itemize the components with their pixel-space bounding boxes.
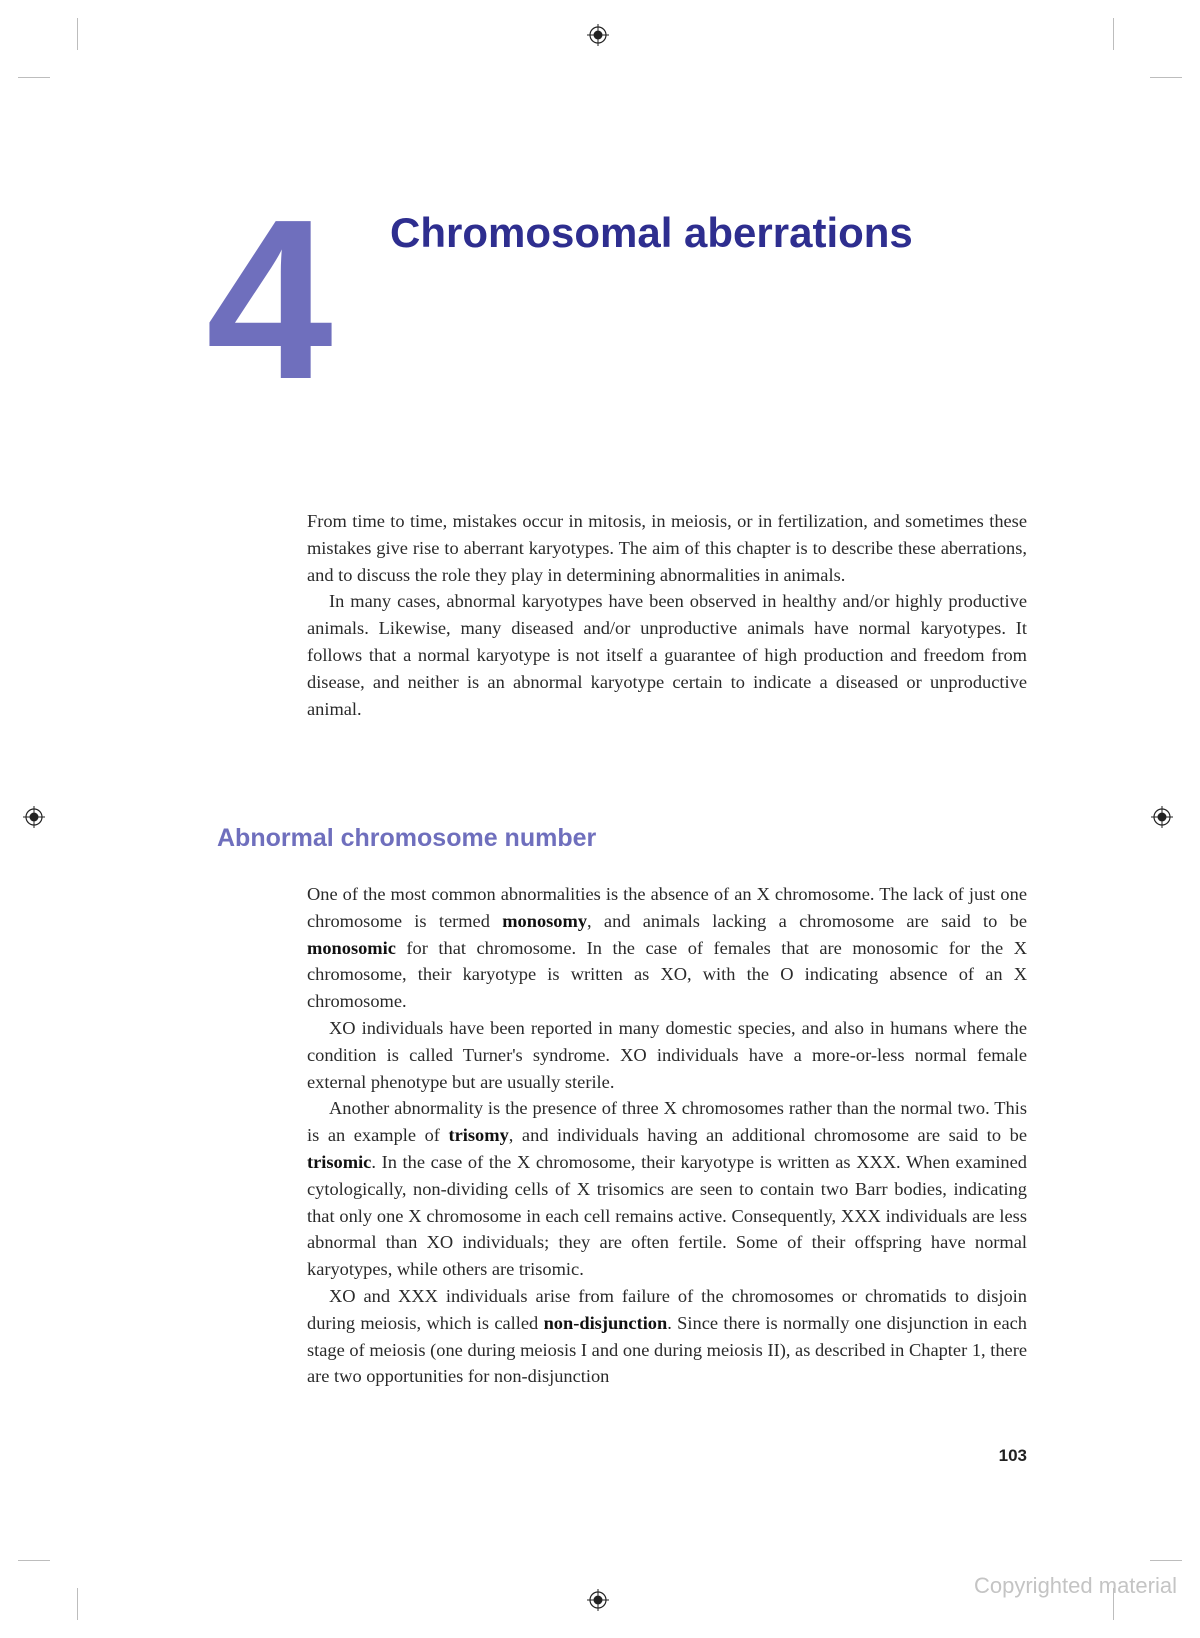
registration-mark-icon <box>23 806 45 828</box>
section-heading: Abnormal chromosome number <box>217 824 597 852</box>
term-monosomy: monosomy <box>502 910 588 931</box>
registration-mark-icon <box>587 1589 609 1611</box>
crop-mark <box>1150 1560 1182 1561</box>
crop-mark <box>1113 18 1114 50</box>
term-monosomic: monosomic <box>307 937 396 958</box>
crop-mark <box>18 1560 50 1561</box>
registration-mark-icon <box>1151 806 1173 828</box>
body-paragraph: One of the most common abnormalities is the absence of an X chromosome. The lack of just one chromosome is termed monosomy, and animals lacking a chromosome are said to be monosomic for that chromosome. In the case of females that are monosomic for the X chromosome, their karyotype is written as XO, with the O indicating absence of an X chromosome. <box>307 884 1027 1012</box>
term-trisomy: trisomy <box>448 1125 509 1146</box>
chapter-intro <box>307 508 1027 722</box>
body-paragraph: XO and XXX individuals arise from failure of the chromosomes or chromatids to disjoin during meiosis, which is called non-disjunction. Since there is normally one disjunction in each stage of meiosis (one during meiosis I and one during meiosis II), as described in Chapter 1, there are two opportunities for non-disjunction <box>307 1285 1027 1387</box>
chapter-number: 4 <box>206 173 329 427</box>
chapter-title: Chromosomal aberrations <box>390 209 913 256</box>
watermark: Copyrighted material <box>974 1573 1177 1598</box>
registration-mark-icon <box>587 24 609 46</box>
crop-mark <box>1150 77 1182 78</box>
term-non-disjunction: non-disjunction <box>543 1312 668 1333</box>
crop-mark <box>77 18 78 50</box>
body-paragraph: Another abnormality is the presence of three X chromosomes rather than the normal two. This is an example of trisomy, and individuals having an additional chromosome are said to be trisomic. In the case of the X chromosome, their karyotype is written as XXX. When examined cytologically, non-dividing cells of X trisomics are seen to contain two Barr bodies, indicating that only one X chromosome in each cell remains active. Consequently, XXX individuals are less abnormal than XO individuals; they are often fertile. Some of their offspring have normal karyotypes, while others are trisomic. <box>307 1098 1027 1280</box>
intro-paragraph: From time to time, mistakes occur in mitosis, in meiosis, or in fertilization, and sometimes these mistakes give rise to aberrant karyotypes. The aim of this chapter is to describe these aberrations, and to discuss the role they play in determining abnormalities in animals. <box>307 511 1027 585</box>
term-trisomic: trisomic <box>307 1151 372 1172</box>
body-paragraph: XO individuals have been reported in many domestic species, and also in humans where the condition is called Turner's syndrome. XO individuals have a more-or-less normal female external phenotype but are usually sterile. <box>307 1017 1027 1092</box>
intro-paragraph: In many cases, abnormal karyotypes have been observed in healthy and/or highly productive animals. Likewise, many diseased and/or unproductive animals have normal karyotypes. It follows that a normal karyotype is not itself a guarantee of high production and freedom from disease, and neither is an abnormal karyotype certain to indicate a diseased or unproductive animal. <box>307 591 1027 719</box>
crop-mark <box>77 1588 78 1620</box>
crop-mark <box>18 77 50 78</box>
page-number: 103 <box>998 1446 1027 1465</box>
section-body <box>307 881 1027 1390</box>
